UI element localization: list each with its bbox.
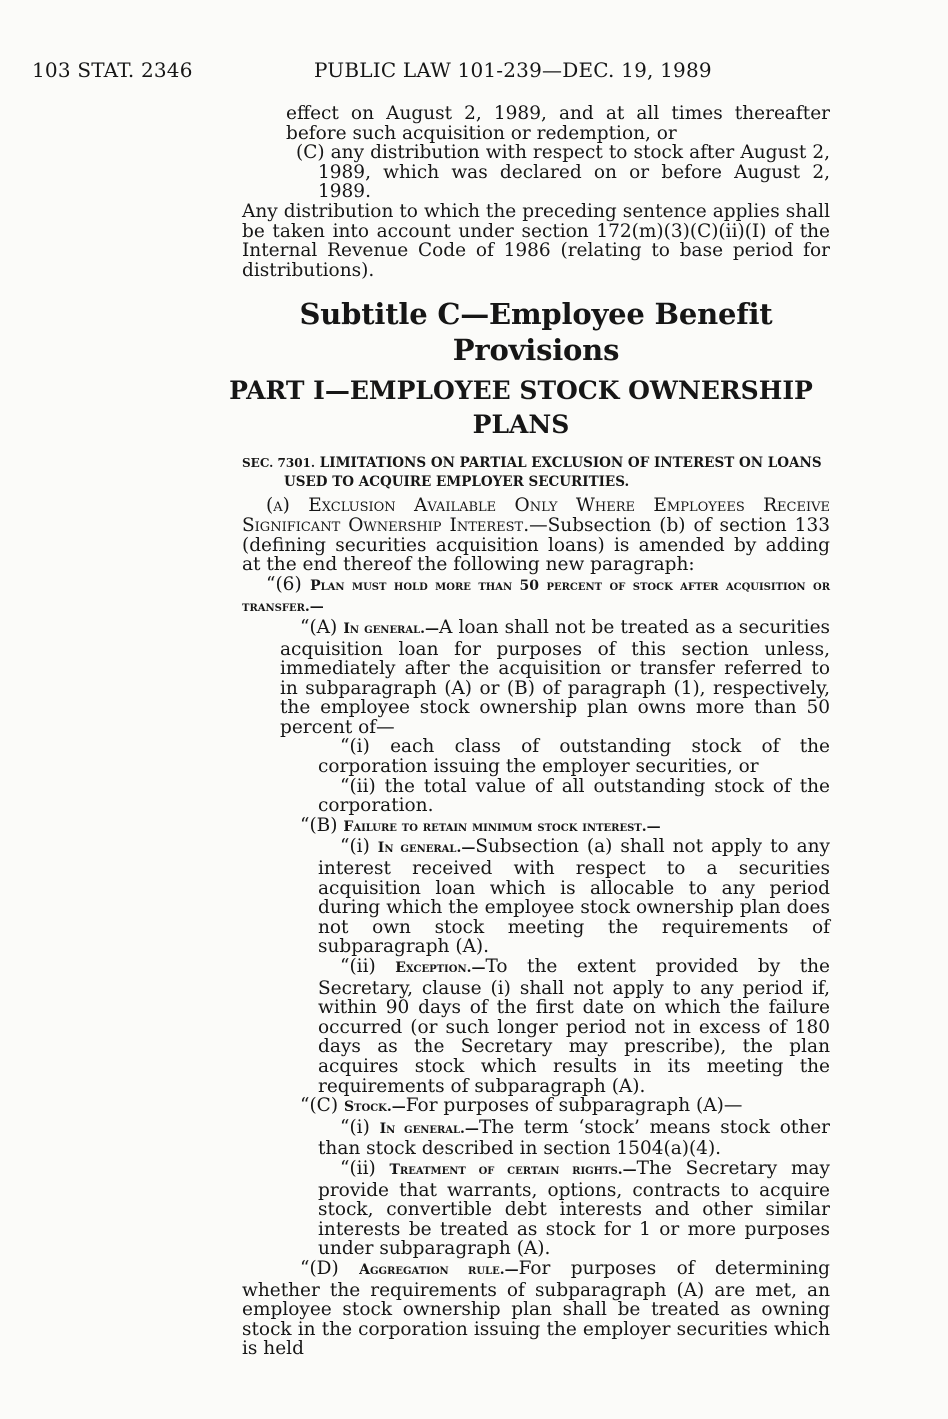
clause-b-ii-heading: Exception.— xyxy=(395,960,486,976)
subsection-a-heading: (a) Exclusion Available Only Where Employees Receive Significant Ownership Interest.— xyxy=(242,495,830,536)
section-title-line2: USED TO ACQUIRE EMPLOYER SECURITIES. xyxy=(284,474,630,491)
subparagraph-d xyxy=(242,1259,830,1359)
subparagraph-c-heading: Stock.— xyxy=(343,1099,406,1116)
subparagraph-c-clauses xyxy=(242,1118,830,1259)
subparagraph-d-heading: Aggregation rule.— xyxy=(359,1261,519,1278)
subparagraph-b-heading-line xyxy=(242,816,830,838)
continuation-line: effect on August 2, 1989, and at all times thereafter before such acquisition or redemption, or xyxy=(286,103,830,144)
subparagraph-a-clauses xyxy=(280,737,830,815)
section-number: SEC. 7301. xyxy=(242,456,316,471)
subparagraph-a-body: A loan shall not be treated as a securities acquisition loan for purposes of this section unless, immediately after the acquisition or transfer referred to in subparagraph (A) or (B) of paragraph (1), respectively, the employee stock ownership plan owns more than 50 percent of— xyxy=(280,616,831,738)
clause-b-ii-label: “(ii) xyxy=(340,956,396,977)
subparagraph-c-line xyxy=(242,1096,830,1118)
section-heading xyxy=(242,454,830,492)
subparagraph-a-text xyxy=(280,618,830,738)
clause-c-i-text: The term ‘stock’ means stock other than stock described in section 1504(a)(4). xyxy=(318,1116,830,1160)
subparagraph-a-heading: In general.— xyxy=(343,620,440,637)
clause-b-i-heading: In general.— xyxy=(377,840,476,857)
clause-c-i xyxy=(318,1118,830,1159)
clause-c-ii-heading: Treatment of certain rights.— xyxy=(389,1161,637,1178)
subtitle-heading: Subtitle C—Employee Benefit Provisions xyxy=(299,297,773,368)
subparagraph-d-text: For purposes of determining whether the requirements of subparagraph (A) are met, an employee stock ownership plan shall be treated as owning stock in the corporation issuing the employer securities which is held xyxy=(242,1257,830,1360)
clause-a-i: “(i) each class of outstanding stock of the corporation issuing the employer securities, or xyxy=(318,736,830,778)
subparagraph-d-label: “(D) xyxy=(300,1257,360,1279)
clause-b-ii-text: To the extent provided by the Secretary, clause (i) shall not apply to any period if, within 90 days of the first date on which the failure occurred (or such longer period not in excess of 180 days as the Secretary may prescribe), the plan acquires stock which results in its meeting the requirements of subparagraph (A). xyxy=(318,956,830,1097)
paragraph-6 xyxy=(242,575,830,618)
page-header xyxy=(32,58,922,86)
subsection-a xyxy=(242,496,830,574)
subparagraph-c-text: For purposes of subparagraph (A)— xyxy=(405,1095,743,1117)
subparagraph-c-label: “(C) xyxy=(300,1095,344,1117)
subparagraph-b-label: “(B) xyxy=(300,814,344,836)
clause-b-ii xyxy=(318,957,830,1096)
clause-c-i-label: “(i) xyxy=(340,1116,380,1138)
subparagraph-b-clauses xyxy=(242,837,830,1096)
public-law-reference: PUBLIC LAW 101-239—DEC. 19, 1989 xyxy=(314,58,712,82)
clause-b-i xyxy=(318,837,830,957)
subsection-a-text: Subsection (b) of section 133 (defining securities acquisition loans) is amended by adding at the end thereof the following new paragraph: xyxy=(242,514,830,576)
clause-b-i-text: Subsection (a) shall not apply to any interest received with respect to a securities acquisition loan which is allocable to any period during which the employee stock ownership plan does not own stock meeting the requirements of subparagraph (A). xyxy=(318,836,830,958)
clause-c-ii-text: The Secretary may provide that warrants, options, contracts to acquire stock, convertible debt interests and other similar interests be treated as stock for 1 or more purposes under subparagraph (A). xyxy=(318,1157,830,1260)
distribution-sentence: Any distribution to which the preceding sentence applies shall be taken into account under section 172(m)(3)(C)(ii)(I) of the Internal Revenue Code of 1986 (relating to base period for distributions). xyxy=(242,200,830,281)
paragraph-6-heading: Plan must hold more than 50 percent of stock after acquisition or transfer.— xyxy=(242,577,830,616)
section-title-line1: LIMITATIONS ON PARTIAL EXCLUSION OF INTEREST ON LOANS xyxy=(319,455,822,472)
subparagraph-a-label: “(A) xyxy=(300,616,344,638)
statute-page-reference: 103 STAT. 2346 xyxy=(32,58,193,82)
clause-c-ii xyxy=(318,1159,830,1259)
clause-a-ii: “(ii) the total value of all outstanding stock of the corporation. xyxy=(318,775,830,817)
paragraph-6-label: “(6) xyxy=(266,573,311,595)
clause-b-i-label: “(i) xyxy=(340,836,378,858)
part-heading: PART I—EMPLOYEE STOCK OWNERSHIP PLANS xyxy=(229,376,813,440)
clause-c-i-heading: In general.— xyxy=(379,1120,479,1137)
document-body xyxy=(229,103,831,1360)
subparagraph-b-heading: Failure to retain minimum stock interest.— xyxy=(343,818,661,835)
subparagraph-a xyxy=(242,618,830,816)
item-c: (C) any distribution with respect to stock after August 2, 1989, which was declared on or before August 2, 1989. xyxy=(296,142,830,203)
clause-c-ii-label: “(ii) xyxy=(340,1157,390,1179)
